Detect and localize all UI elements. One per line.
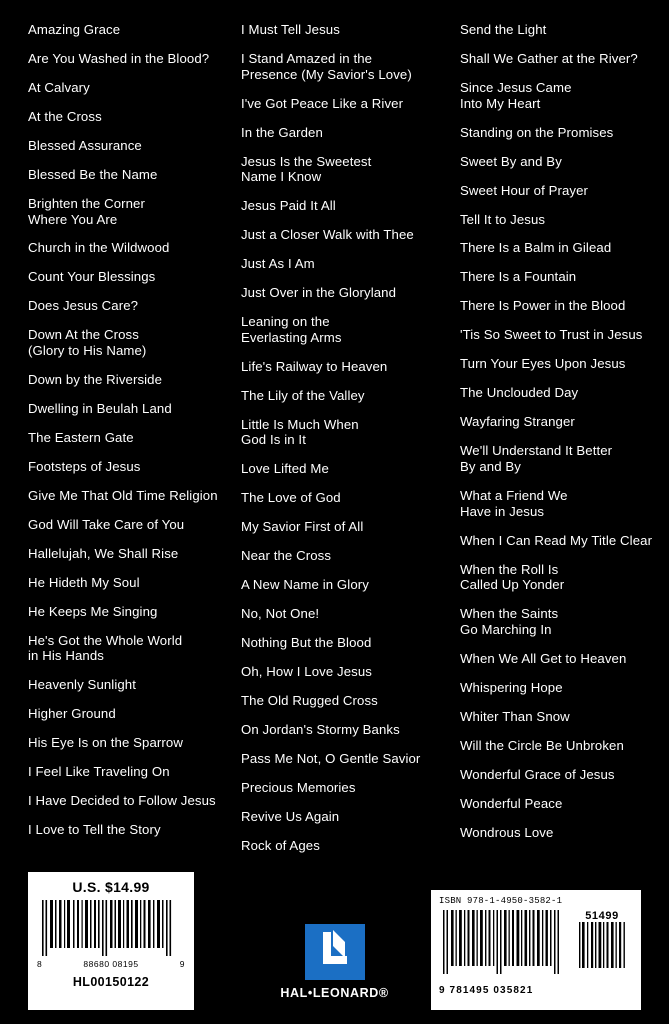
song-title-line: Blessed Assurance xyxy=(28,137,142,153)
song-title-line: Called Up Yonder xyxy=(459,577,565,593)
song-column-1 xyxy=(16,22,233,867)
song-title xyxy=(28,196,233,227)
song-title xyxy=(241,490,446,506)
publisher-logo xyxy=(275,924,395,1000)
song-title-line: There Is Power in the Blood xyxy=(459,298,626,314)
song-title-line: Heavenly Sunlight xyxy=(28,677,136,693)
song-title-line: Leaning on the xyxy=(240,314,330,330)
song-title-line: Into My Heart xyxy=(459,95,541,111)
isbn-barcode-box xyxy=(431,890,641,1010)
song-title-line: There Is a Balm in Gilead xyxy=(459,240,612,256)
song-title-line: God Is in It xyxy=(240,432,306,448)
song-title xyxy=(28,240,233,256)
song-title xyxy=(241,809,446,825)
song-title-line: Life's Railway to Heaven xyxy=(240,358,388,374)
song-title xyxy=(28,706,233,722)
song-title-line: I Must Tell Jesus xyxy=(240,22,340,37)
song-title xyxy=(28,546,233,562)
song-title xyxy=(241,51,446,82)
song-title-line: When the Roll Is xyxy=(459,561,559,577)
song-title-line: Wonderful Peace xyxy=(459,795,563,811)
song-title xyxy=(241,125,446,141)
song-title xyxy=(241,548,446,564)
song-title-line: Rock of Ages xyxy=(240,837,320,853)
song-title xyxy=(28,22,233,38)
song-title xyxy=(460,738,653,754)
song-title-line: On Jordan's Stormy Banks xyxy=(240,722,400,738)
song-title-line: Jesus Paid It All xyxy=(240,198,336,214)
song-title-line: Hallelujah, We Shall Rise xyxy=(28,545,179,561)
ean-barcode-group xyxy=(439,908,571,996)
upc-barcode-icon xyxy=(36,898,186,958)
song-title xyxy=(460,327,653,343)
song-title-line: Jesus Is the Sweetest xyxy=(240,153,372,169)
song-title xyxy=(241,417,446,448)
song-title-line: I've Got Peace Like a River xyxy=(240,95,404,111)
song-title-line: Turn Your Eyes Upon Jesus xyxy=(459,356,626,372)
song-title-line: When I Can Read My Title Clear xyxy=(459,532,653,548)
song-title-line: Wayfaring Stranger xyxy=(459,414,575,430)
song-title-line: Amazing Grace xyxy=(28,22,121,37)
song-title xyxy=(241,96,446,112)
song-title-line: Count Your Blessings xyxy=(28,269,156,285)
song-title-line: At the Cross xyxy=(28,108,102,124)
song-title xyxy=(241,198,446,214)
song-title xyxy=(460,51,653,67)
song-title-line: Love Lifted Me xyxy=(240,461,329,477)
song-title xyxy=(460,825,653,841)
song-title xyxy=(241,693,446,709)
upc-digit-middle: 88680 08195 xyxy=(83,959,139,969)
song-title xyxy=(241,838,446,854)
song-title-line: Does Jesus Care? xyxy=(28,298,139,314)
song-title-line: At Calvary xyxy=(28,79,90,95)
song-title xyxy=(28,677,233,693)
song-title xyxy=(241,751,446,767)
song-title-line: Revive Us Again xyxy=(240,808,340,824)
song-title xyxy=(28,822,233,838)
song-title-line: Down by the Riverside xyxy=(28,372,163,388)
song-title xyxy=(460,240,653,256)
song-title xyxy=(460,533,653,549)
song-title xyxy=(28,764,233,780)
song-title-line: I Feel Like Traveling On xyxy=(28,764,170,780)
song-title-line: Blessed Be the Name xyxy=(28,166,158,182)
song-title-line: Go Marching In xyxy=(459,621,552,637)
song-title-line: Precious Memories xyxy=(240,780,356,795)
song-title-line: Since Jesus Came xyxy=(459,79,572,95)
song-title-line: Church in the Wildwood xyxy=(28,240,170,256)
isbn-barcode-row xyxy=(439,908,633,996)
ean-digits: 9 781495 035821 xyxy=(439,985,534,996)
song-title xyxy=(28,430,233,446)
song-title xyxy=(28,167,233,183)
song-title-line: The Lily of the Valley xyxy=(240,387,365,403)
song-title xyxy=(241,722,446,738)
song-title xyxy=(460,767,653,783)
song-title-line: The Unclouded Day xyxy=(459,385,579,401)
song-title xyxy=(241,154,446,185)
song-title-line: Brighten the Corner xyxy=(28,195,145,211)
song-title xyxy=(28,488,233,504)
song-title xyxy=(28,604,233,620)
song-title-line: Just Over in the Gloryland xyxy=(240,285,397,301)
song-title xyxy=(28,633,233,664)
song-title xyxy=(460,414,653,430)
song-title xyxy=(28,298,233,314)
song-title-line: Whiter Than Snow xyxy=(459,708,570,724)
song-title-line: Nothing But the Blood xyxy=(240,635,372,651)
song-title-line: Sweet By and By xyxy=(459,153,562,169)
song-title xyxy=(460,385,653,401)
song-title xyxy=(241,256,446,272)
upc-digits xyxy=(29,959,193,969)
song-title-line: I Stand Amazed in the xyxy=(240,50,373,66)
song-title-line: Just a Closer Walk with Thee xyxy=(240,227,414,243)
song-title-line: Oh, How I Love Jesus xyxy=(240,664,372,680)
song-title-line: Where You Are xyxy=(28,211,118,227)
song-title xyxy=(28,80,233,96)
song-title-line: He's Got the Whole World xyxy=(28,632,183,648)
song-title xyxy=(460,709,653,725)
hal-leonard-product-number: HL00150122 xyxy=(72,975,150,989)
song-title xyxy=(241,359,446,375)
song-title-line: Sweet Hour of Prayer xyxy=(459,182,589,198)
song-title xyxy=(460,488,653,519)
song-title xyxy=(460,680,653,696)
song-title xyxy=(28,401,233,417)
song-title xyxy=(28,109,233,125)
song-title-line: Near the Cross xyxy=(240,548,332,564)
song-title-line: The Love of God xyxy=(240,490,341,506)
song-title-line: Just As I Am xyxy=(240,256,315,272)
song-title-line: What a Friend We xyxy=(459,487,568,503)
song-title-line: We'll Understand It Better xyxy=(459,443,613,459)
song-title xyxy=(241,22,446,38)
song-title-line: (Glory to His Name) xyxy=(28,343,147,359)
price-barcode-box xyxy=(28,872,194,1010)
song-title-line: His Eye Is on the Sparrow xyxy=(28,735,183,751)
song-title xyxy=(460,22,653,38)
price-addon-barcode-group xyxy=(571,908,633,979)
ean13-barcode-icon xyxy=(439,908,571,978)
song-title xyxy=(28,138,233,154)
song-title xyxy=(241,664,446,680)
song-title-line: Give Me That Old Time Religion xyxy=(28,487,218,503)
song-title xyxy=(241,461,446,477)
song-title xyxy=(241,606,446,622)
song-title xyxy=(28,517,233,533)
song-title-line: In the Garden xyxy=(240,124,323,140)
song-title-line: Pass Me Not, O Gentle Savior xyxy=(240,751,421,767)
song-title xyxy=(241,577,446,593)
song-column-3 xyxy=(446,22,653,867)
song-title xyxy=(241,388,446,404)
ean5-addon-barcode-icon xyxy=(575,922,633,974)
upc-digit-right: 9 xyxy=(179,959,185,969)
song-title-line: Footsteps of Jesus xyxy=(28,458,141,474)
song-title xyxy=(460,356,653,372)
song-title xyxy=(460,796,653,812)
song-title xyxy=(241,519,446,535)
song-title-line: He Hideth My Soul xyxy=(28,574,140,590)
song-title-line: Higher Ground xyxy=(28,706,116,722)
song-title-line: Wonderful Grace of Jesus xyxy=(459,766,615,782)
song-title xyxy=(28,327,233,358)
song-title xyxy=(241,285,446,301)
song-title xyxy=(28,735,233,751)
song-title-line: No, Not One! xyxy=(240,606,320,622)
song-title-line: Down At the Cross xyxy=(28,327,139,343)
song-title-line: There Is a Fountain xyxy=(459,269,577,285)
song-title-line: Send the Light xyxy=(459,22,547,37)
song-title-line: When the Saints xyxy=(459,606,559,622)
song-title xyxy=(460,154,653,170)
song-title-line: Dwelling in Beulah Land xyxy=(28,401,172,416)
song-title xyxy=(460,80,653,111)
song-title xyxy=(460,125,653,141)
upc-digit-left: 8 xyxy=(37,959,43,969)
song-title xyxy=(460,269,653,285)
song-title xyxy=(460,443,653,474)
song-title xyxy=(28,459,233,475)
song-title-line: A New Name in Glory xyxy=(240,577,369,593)
song-title xyxy=(28,269,233,285)
song-title-line: Have in Jesus xyxy=(459,503,545,519)
song-title-line: Little Is Much When xyxy=(240,416,359,432)
price-addon-digits: 51499 xyxy=(585,910,619,922)
song-title-line: Tell It to Jesus xyxy=(459,211,546,227)
song-title xyxy=(28,51,233,67)
song-title xyxy=(28,793,233,809)
song-title xyxy=(28,575,233,591)
song-title-line: He Keeps Me Singing xyxy=(28,603,158,619)
publisher-name: HAL•LEONARD® xyxy=(280,986,389,1000)
song-title-line: God Will Take Care of You xyxy=(28,516,185,532)
price-label: U.S. $14.99 xyxy=(72,879,150,895)
song-title-line: Whispering Hope xyxy=(459,679,563,695)
hal-leonard-logo-icon xyxy=(305,924,365,980)
song-title-line: I Have Decided to Follow Jesus xyxy=(28,793,216,809)
song-title xyxy=(460,212,653,228)
song-title-line: My Savior First of All xyxy=(240,519,364,535)
song-column-2 xyxy=(233,22,446,867)
song-title xyxy=(241,635,446,651)
song-title-line: The Old Rugged Cross xyxy=(240,693,378,709)
song-title-line: Are You Washed in the Blood? xyxy=(28,50,210,66)
song-title xyxy=(460,606,653,637)
song-title xyxy=(460,183,653,199)
song-title-line: Everlasting Arms xyxy=(240,329,342,345)
song-title xyxy=(460,651,653,667)
song-title xyxy=(241,314,446,345)
song-title-line: By and By xyxy=(459,458,521,474)
song-title xyxy=(460,298,653,314)
song-title-line: Name I Know xyxy=(240,169,322,185)
song-title xyxy=(460,562,653,593)
song-title-line: I Love to Tell the Story xyxy=(28,822,161,838)
cover-footer xyxy=(0,864,669,1024)
song-title-line: 'Tis So Sweet to Trust in Jesus xyxy=(459,327,643,343)
song-title-line: The Eastern Gate xyxy=(28,429,134,445)
song-title-line: Shall We Gather at the River? xyxy=(459,50,638,66)
song-title-line: in His Hands xyxy=(28,648,104,664)
isbn-label: ISBN 978-1-4950-3582-1 xyxy=(439,896,563,906)
song-title-line: Wondrous Love xyxy=(459,824,554,840)
song-title xyxy=(241,227,446,243)
song-title-line: When We All Get to Heaven xyxy=(459,650,627,666)
song-title-line: Presence (My Savior's Love) xyxy=(240,66,412,82)
song-title xyxy=(241,780,446,796)
song-title-line: Standing on the Promises xyxy=(459,124,614,140)
song-title-line: Will the Circle Be Unbroken xyxy=(459,737,624,753)
song-title xyxy=(28,372,233,388)
